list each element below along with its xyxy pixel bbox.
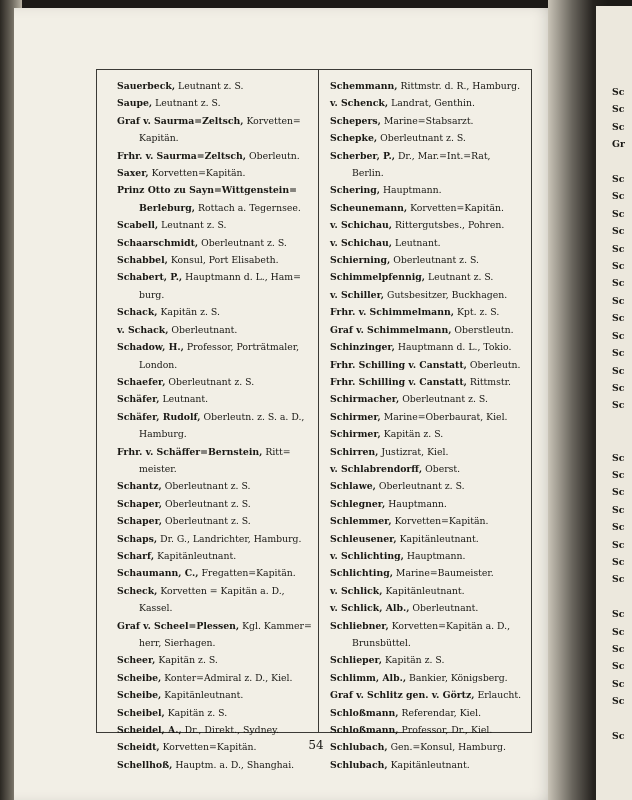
register-entry bbox=[330, 252, 526, 269]
entry-name: Schirmer, bbox=[330, 411, 381, 423]
entry-details: Oberleutnant. bbox=[412, 603, 479, 615]
entry-details: Marine=Oberbaurat, Kiel. bbox=[383, 411, 508, 423]
entry-details: Hauptmann d. L., Ham= bbox=[185, 272, 301, 284]
register-entry bbox=[330, 583, 526, 600]
facing-page-fragment: Sc bbox=[612, 243, 625, 255]
facing-page-fragment: Sc bbox=[612, 556, 625, 568]
register-entry bbox=[117, 78, 313, 95]
entry-continuation bbox=[117, 287, 313, 304]
entry-name-continuation: Berleburg, bbox=[139, 202, 196, 214]
entry-name: Schaarschmidt, bbox=[117, 237, 199, 249]
register-entry bbox=[117, 113, 313, 148]
facing-page-fragment: Sc bbox=[612, 522, 625, 534]
entry-name: Scheibe, bbox=[117, 672, 162, 684]
facing-page-fragment: Sc bbox=[612, 574, 625, 586]
entry-name: Schlieper, bbox=[330, 655, 382, 667]
facing-page-fragment: Sc bbox=[612, 278, 625, 290]
entry-details-continuation: burg. bbox=[139, 289, 165, 301]
register-entry bbox=[330, 618, 526, 653]
register-entry bbox=[330, 409, 526, 426]
register-entry bbox=[117, 235, 313, 252]
facing-page-fragment: Sc bbox=[612, 609, 625, 621]
entry-name: Schirren, bbox=[330, 446, 379, 458]
register-entry bbox=[330, 496, 526, 513]
entry-name: Schadow, H., bbox=[117, 342, 184, 354]
entry-name: Schloßmann, bbox=[330, 725, 399, 737]
register-entry bbox=[117, 739, 313, 756]
entry-details: Oberleutnant z. S. bbox=[201, 237, 287, 249]
entry-details: Kpt. z. S. bbox=[456, 307, 500, 319]
entry-details: Korvetten = Kapitän a. D., bbox=[160, 585, 285, 597]
entry-details-continuation: Kapitän. bbox=[139, 133, 179, 145]
entry-name: Frhr. v. Saurma=Zeltsch, bbox=[117, 150, 247, 162]
entry-continuation bbox=[117, 426, 313, 443]
entry-details: Hauptmann. bbox=[382, 185, 442, 197]
entry-name: Schirmacher, bbox=[330, 394, 400, 406]
register-entry bbox=[117, 618, 313, 653]
entry-name: Schellhoß, bbox=[117, 759, 173, 771]
entry-details: Oberstleutn. bbox=[454, 324, 514, 336]
facing-page-fragment: Sc bbox=[612, 313, 625, 325]
register-entry bbox=[117, 322, 313, 339]
entry-details-continuation: Berlin. bbox=[352, 168, 384, 180]
register-entry bbox=[330, 391, 526, 408]
entry-name: Schack, bbox=[117, 307, 158, 319]
entry-details: Kapitänleutnant. bbox=[390, 759, 470, 771]
entry-name: Scherber, P., bbox=[330, 150, 395, 162]
entry-details: Landrat, Genthin. bbox=[391, 98, 475, 110]
entry-details: Marine=Baumeister. bbox=[395, 568, 494, 580]
entry-name: Frhr. v. Schäffer=Bernstein, bbox=[117, 446, 263, 458]
facing-page-fragment: Sc bbox=[612, 696, 625, 708]
page-number: 54 bbox=[308, 738, 324, 752]
entry-name: Schleusener, bbox=[330, 533, 397, 545]
facing-page-fragment: Sc bbox=[612, 121, 625, 133]
entry-details: Kapitän z. S. bbox=[167, 707, 228, 719]
entry-details: Oberleutn. z. S. a. D., bbox=[203, 411, 305, 423]
register-entry bbox=[330, 739, 526, 756]
register-entry bbox=[117, 304, 313, 321]
register-entry bbox=[330, 722, 526, 739]
register-entry bbox=[117, 652, 313, 669]
facing-page-fragment bbox=[612, 415, 625, 432]
facing-page-fragment: Sc bbox=[612, 261, 625, 273]
entry-details: Korvetten=Kapitän a. D., bbox=[391, 620, 511, 632]
register-entry bbox=[117, 409, 313, 444]
entry-details: Fregatten=Kapitän. bbox=[201, 568, 296, 580]
entry-details: Oberleutn. bbox=[249, 150, 300, 162]
register-entry bbox=[117, 513, 313, 530]
entry-details-continuation: London. bbox=[139, 359, 178, 371]
facing-page-fragment: Sc bbox=[612, 208, 625, 220]
entry-details-continuation: Rottach a. Tegernsee. bbox=[197, 202, 301, 214]
facing-page-fragment: Sc bbox=[612, 191, 625, 203]
entry-details: Rittmstr. bbox=[469, 376, 511, 388]
register-entry bbox=[117, 374, 313, 391]
entry-name: Scheck, bbox=[117, 585, 158, 597]
entry-continuation bbox=[330, 635, 526, 652]
facing-page-fragment: Sc bbox=[612, 678, 625, 690]
entry-details-continuation: Hamburg. bbox=[139, 429, 187, 441]
register-entry bbox=[330, 513, 526, 530]
entry-details: Korvetten=Kapitän. bbox=[151, 168, 246, 180]
entry-details: Rittmstr. d. R., Hamburg. bbox=[400, 81, 521, 92]
entry-details: Kapitän z. S. bbox=[158, 655, 218, 667]
register-entry bbox=[117, 548, 313, 565]
entry-details: Oberleutn. bbox=[469, 359, 521, 371]
entry-details: Konter=Admiral z. D., Kiel. bbox=[164, 672, 293, 684]
entry-name: Schierning, bbox=[330, 255, 391, 267]
facing-page-fragment: Sc bbox=[612, 539, 625, 551]
entry-details: Leutnant. bbox=[162, 394, 209, 406]
entry-name: Scabell, bbox=[117, 220, 159, 232]
register-entry bbox=[330, 565, 526, 582]
register-entry bbox=[330, 182, 526, 199]
entry-name: Saupe, bbox=[117, 98, 153, 110]
facing-page-fragment bbox=[612, 154, 625, 171]
entry-details-continuation: herr, Sierhagen. bbox=[139, 638, 216, 649]
register-entry bbox=[330, 148, 526, 183]
facing-page-fragment: Sc bbox=[612, 452, 625, 464]
entry-details: Leutnant z. S. bbox=[178, 81, 244, 92]
register-entry bbox=[117, 722, 313, 739]
entry-details: Korvetten= bbox=[246, 115, 301, 127]
entry-name: Schaper, bbox=[117, 498, 163, 510]
entry-name: Scheibe, bbox=[117, 690, 162, 702]
entry-details: Oberleutnant z. S. bbox=[164, 481, 251, 493]
entry-name: Schepke, bbox=[330, 133, 378, 145]
entry-details: Korvetten=Kapitän. bbox=[410, 202, 504, 214]
entry-details: Kapitänleutnant. bbox=[164, 690, 244, 702]
facing-page-fragment: Sc bbox=[612, 365, 625, 377]
entry-name: Graf v. Schlitz gen. v. Görtz, bbox=[330, 690, 475, 702]
register-entry bbox=[330, 235, 526, 252]
register-entry bbox=[330, 113, 526, 130]
register-entry bbox=[330, 269, 526, 286]
register-entry bbox=[117, 757, 313, 774]
entry-details: Rittergutsbes., Pohren. bbox=[395, 220, 505, 232]
entry-details-continuation: Brunsbüttel. bbox=[352, 638, 411, 649]
register-entry bbox=[330, 548, 526, 565]
register-entry bbox=[117, 531, 313, 548]
entry-details: Oberleutnant z. S. bbox=[165, 498, 251, 510]
register-entry bbox=[117, 95, 313, 112]
facing-page-fragment: Sc bbox=[612, 348, 625, 360]
register-entry bbox=[117, 165, 313, 182]
entry-details: Kapitän z. S. bbox=[383, 429, 444, 441]
register-entry bbox=[330, 78, 526, 95]
entry-name: Schabert, P., bbox=[117, 272, 183, 284]
entry-details-continuation: Kassel. bbox=[139, 603, 173, 615]
entry-details: Leutnant z. S. bbox=[161, 220, 227, 232]
entry-name: Frhr. Schilling v. Canstatt, bbox=[330, 376, 467, 388]
register-entry bbox=[330, 322, 526, 339]
entry-details: Referendar, Kiel. bbox=[401, 707, 482, 719]
facing-page-fragment bbox=[612, 589, 625, 606]
entry-details: Oberleutnant z. S. bbox=[393, 255, 479, 267]
entry-name: Graf v. Schimmelmann, bbox=[330, 324, 452, 336]
entry-name: Schering, bbox=[330, 185, 380, 197]
entry-details: Oberleutnant z. S. bbox=[378, 481, 465, 493]
entry-details: Professor, Porträtmaler, bbox=[186, 342, 300, 354]
entry-continuation bbox=[117, 461, 313, 478]
entry-name: Schlemmer, bbox=[330, 516, 392, 528]
entry-name: Saxer, bbox=[117, 168, 149, 180]
facing-page-fragment: Sc bbox=[612, 174, 625, 186]
entry-details: Korvetten=Kapitän. bbox=[394, 516, 489, 528]
facing-page-fragment: Sc bbox=[612, 487, 625, 499]
entry-name: Graf v. Scheel=Plessen, bbox=[117, 620, 240, 632]
entry-name: Schloßmann, bbox=[330, 707, 399, 719]
register-entry bbox=[330, 444, 526, 461]
entry-name: Schaper, bbox=[117, 516, 163, 528]
entry-details: Leutnant. bbox=[395, 237, 441, 249]
entry-name: Graf v. Saurma=Zeltsch, bbox=[117, 115, 244, 127]
register-entry bbox=[117, 705, 313, 722]
entry-name: Schabbel, bbox=[117, 255, 168, 267]
entry-name: Frhr. Schilling v. Canstatt, bbox=[330, 359, 467, 371]
entry-name: v. Schlabrendorff, bbox=[330, 463, 423, 475]
facing-page-fragment: Sc bbox=[612, 469, 625, 481]
entry-details: Oberleutnant z. S. bbox=[165, 516, 251, 528]
entry-name: v. Schiller, bbox=[330, 289, 385, 301]
entry-name: Frhr. v. Schimmelmann, bbox=[330, 307, 454, 319]
register-entry bbox=[117, 670, 313, 687]
entry-details: Oberleutnant z. S. bbox=[380, 133, 466, 145]
entry-continuation bbox=[117, 600, 313, 617]
entry-details: Kapitän z. S. bbox=[160, 307, 220, 319]
entry-name: Schäfer, bbox=[117, 394, 160, 406]
entry-details: Bankier, Königsberg. bbox=[409, 672, 508, 684]
entry-details: Hauptmann. bbox=[388, 498, 447, 510]
entry-details: Gutsbesitzer, Buckhagen. bbox=[387, 289, 508, 301]
entry-details: Ritt= bbox=[265, 446, 291, 458]
register-entry bbox=[330, 461, 526, 478]
facing-page-fragment: Sc bbox=[612, 87, 625, 98]
entry-name: Schlimm, Alb., bbox=[330, 672, 407, 684]
register-entry bbox=[330, 652, 526, 669]
register-entry bbox=[330, 130, 526, 147]
register-entry bbox=[117, 496, 313, 513]
facing-page-fragment: Sc bbox=[612, 626, 625, 638]
entry-details: Hauptm. a. D., Shanghai. bbox=[175, 759, 295, 771]
facing-page-fragment: Sc bbox=[612, 400, 625, 412]
entry-name: Schaumann, C., bbox=[117, 568, 199, 580]
entry-name: v. Schenck, bbox=[330, 98, 389, 110]
entry-name: Schemmann, bbox=[330, 81, 398, 92]
right-column bbox=[330, 78, 526, 774]
register-entry bbox=[117, 269, 313, 304]
entry-name: Schinzinger, bbox=[330, 342, 395, 354]
entry-name: v. Schlick, bbox=[330, 585, 383, 597]
register-entry bbox=[330, 357, 526, 374]
entry-name: Scheidt, bbox=[117, 742, 160, 754]
entry-name: Schaps, bbox=[117, 533, 158, 545]
facing-page-fragment: Sc bbox=[612, 731, 625, 743]
entry-name: Schliebner, bbox=[330, 620, 389, 632]
entry-name: Schirmer, bbox=[330, 429, 381, 441]
entry-details: Oberleutnant z. S. bbox=[402, 394, 488, 406]
entry-details: Oberst. bbox=[425, 463, 461, 475]
entry-continuation bbox=[117, 635, 313, 652]
register-entry bbox=[330, 687, 526, 704]
register-entry bbox=[117, 217, 313, 234]
facing-page-fragment: Sc bbox=[612, 504, 625, 516]
register-entry bbox=[330, 478, 526, 495]
entry-name: Schaefer, bbox=[117, 376, 166, 388]
entry-name: Scheer, bbox=[117, 655, 156, 667]
entry-details: Leutnant z. S. bbox=[427, 272, 494, 284]
register-entry bbox=[117, 148, 313, 165]
entry-details: Erlaucht. bbox=[477, 690, 522, 702]
register-entry bbox=[117, 583, 313, 618]
register-entry bbox=[117, 687, 313, 704]
entry-details: Hauptmann. bbox=[406, 550, 466, 562]
entry-name: Schepers, bbox=[330, 115, 381, 127]
register-entry bbox=[117, 565, 313, 582]
register-entry bbox=[117, 182, 313, 217]
entry-details: Kgl. Kammer= bbox=[242, 620, 312, 632]
entry-details: Leutnant z. S. bbox=[155, 98, 221, 110]
facing-page-fragment bbox=[612, 711, 625, 728]
facing-page-fragments bbox=[612, 84, 625, 745]
entry-name: Scheibel, bbox=[117, 707, 165, 719]
entry-name: v. Schlichting, bbox=[330, 550, 404, 562]
entry-name: v. Schack, bbox=[117, 324, 169, 336]
entry-continuation bbox=[330, 165, 526, 182]
entry-details: Hauptmann d. L., Tokio. bbox=[397, 342, 512, 354]
entry-name: Schäfer, Rudolf, bbox=[117, 411, 201, 423]
facing-page-fragment: Sc bbox=[612, 330, 625, 342]
register-entry bbox=[117, 444, 313, 479]
entry-name: Schlichting, bbox=[330, 568, 393, 580]
register-entry bbox=[117, 391, 313, 408]
register-entry bbox=[330, 670, 526, 687]
entry-details: Dr., Mar.=Int.=Rat, bbox=[397, 150, 491, 162]
facing-page-fragment: Gr bbox=[612, 139, 625, 151]
entry-name: Schimmelpfennig, bbox=[330, 272, 425, 284]
register-entry bbox=[117, 339, 313, 374]
entry-details: Justizrat, Kiel. bbox=[381, 446, 449, 458]
entry-name: v. Schlick, Alb., bbox=[330, 603, 410, 615]
entry-name: Schlawe, bbox=[330, 481, 376, 493]
entry-name: Schlubach, bbox=[330, 742, 388, 754]
entry-details: Oberleutnant. bbox=[171, 324, 238, 336]
register-entry bbox=[330, 426, 526, 443]
entry-continuation bbox=[117, 200, 313, 217]
entry-details: Oberleutnant z. S. bbox=[168, 376, 255, 388]
register-entry bbox=[330, 287, 526, 304]
entry-name: v. Schichau, bbox=[330, 220, 393, 232]
entry-details: Kapitänleutnant. bbox=[399, 533, 479, 545]
entry-details: Korvetten=Kapitän. bbox=[162, 742, 257, 754]
entry-details: Professor, Dr., Kiel. bbox=[401, 725, 493, 737]
register-entry bbox=[330, 531, 526, 548]
register-entry bbox=[330, 339, 526, 356]
left-column bbox=[117, 78, 313, 774]
register-entry bbox=[117, 252, 313, 269]
register-entry bbox=[330, 200, 526, 217]
entry-name: Scheidel, A., bbox=[117, 725, 182, 737]
entry-details-continuation: meister. bbox=[139, 463, 177, 475]
register-entry bbox=[330, 705, 526, 722]
register-entry bbox=[330, 757, 526, 774]
facing-page-fragment bbox=[612, 432, 625, 449]
entry-name: Schantz, bbox=[117, 481, 162, 493]
facing-page-fragment: Sc bbox=[612, 104, 625, 116]
register-entry bbox=[117, 478, 313, 495]
facing-page-fragment: Sc bbox=[612, 661, 625, 673]
register-entry bbox=[330, 95, 526, 112]
entry-details: Kapitänleutnant. bbox=[157, 550, 237, 562]
entry-details: Dr. G., Landrichter, Hamburg. bbox=[160, 533, 302, 545]
column-divider bbox=[318, 69, 319, 733]
entry-name: Scheunemann, bbox=[330, 202, 408, 214]
entry-details: Gen.=Konsul, Hamburg. bbox=[390, 742, 506, 754]
entry-name: Schlubach, bbox=[330, 759, 388, 771]
register-entry bbox=[330, 600, 526, 617]
facing-page-fragment: Sc bbox=[612, 226, 625, 238]
entry-name: Schlegner, bbox=[330, 498, 386, 510]
entry-details: Marine=Stabsarzt. bbox=[383, 115, 474, 127]
entry-continuation bbox=[117, 357, 313, 374]
register-entry bbox=[330, 374, 526, 391]
facing-page-fragment: Sc bbox=[612, 644, 625, 655]
entry-details: Dr., Direkt., Sydney. bbox=[184, 725, 280, 737]
facing-page-fragment: Sc bbox=[612, 382, 625, 394]
entry-name: Sauerbeck, bbox=[117, 81, 176, 92]
entry-name: Prinz Otto zu Sayn=Wittgenstein= bbox=[117, 185, 297, 197]
entry-details: Konsul, Port Elisabeth. bbox=[170, 255, 279, 267]
entry-name: v. Schichau, bbox=[330, 237, 393, 249]
facing-page-fragment: Sc bbox=[612, 295, 625, 307]
entry-name: Scharf, bbox=[117, 550, 155, 562]
register-entry bbox=[330, 304, 526, 321]
register-entry bbox=[330, 217, 526, 234]
entry-details: Kapitänleutnant. bbox=[385, 585, 465, 597]
entry-details: Kapitän z. S. bbox=[384, 655, 445, 667]
entry-continuation bbox=[117, 130, 313, 147]
